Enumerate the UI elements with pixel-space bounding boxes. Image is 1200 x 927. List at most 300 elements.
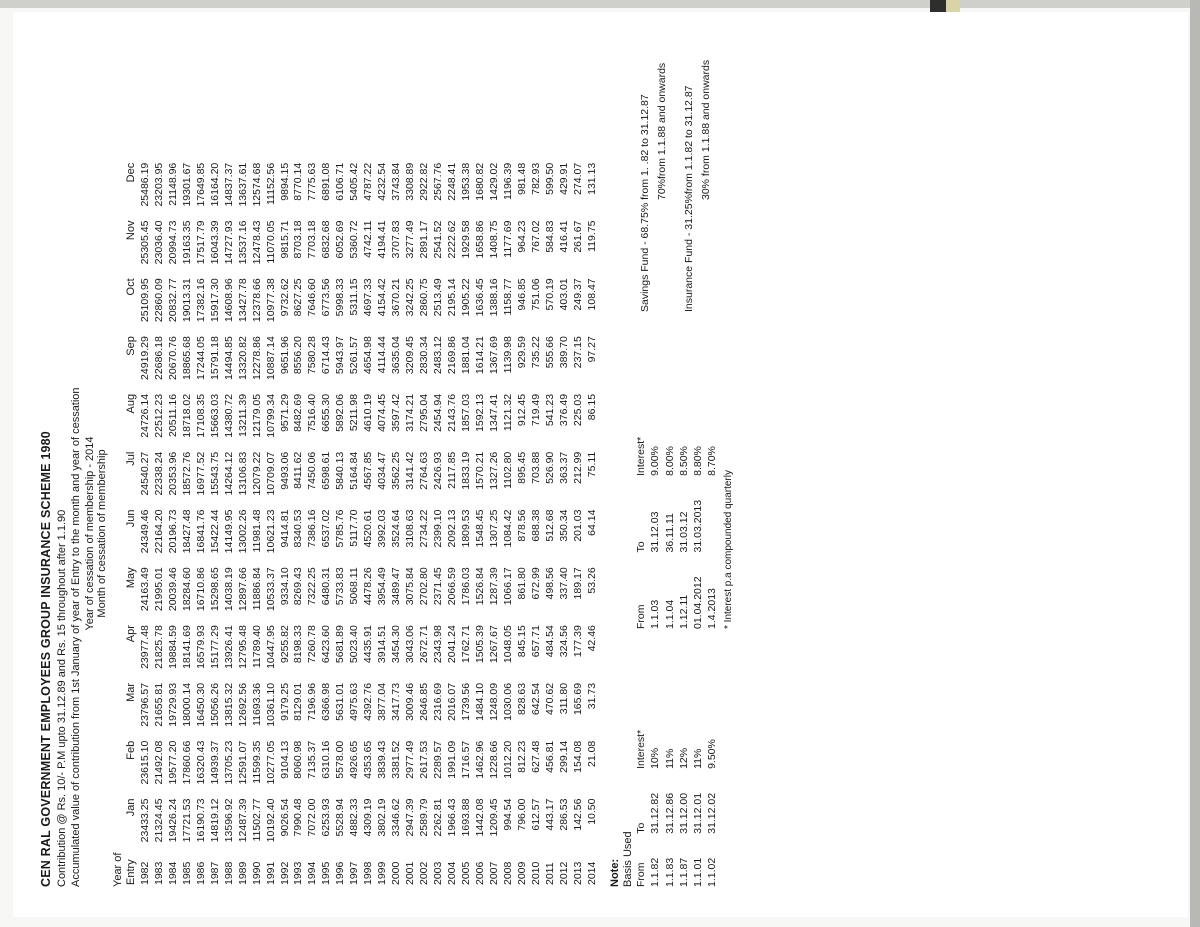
- cell-may: 1526.84: [473, 566, 486, 605]
- cell-jul: 363.37: [557, 451, 570, 484]
- cell-jun: 1809.53: [459, 509, 472, 547]
- cell-may: 3489.47: [390, 566, 403, 605]
- cell-feb: 812.23: [515, 740, 528, 773]
- cell-sep: 1139.98: [501, 335, 514, 373]
- insurance-fund-value: 31.25%from 1.1.82 to 31.12.87: [683, 85, 696, 230]
- cell-may: 672.99: [529, 566, 542, 599]
- cell-jan: 11502.77: [250, 798, 263, 842]
- cell-aug: 6655.30: [320, 393, 333, 432]
- cell-sep: 237.15: [571, 335, 584, 368]
- cell-feb: 3839.43: [376, 740, 389, 779]
- cell-nov: 17517.79: [194, 220, 207, 264]
- cell-mar: 2316.69: [432, 682, 445, 721]
- cell-apr: 9255.82: [278, 624, 291, 663]
- column-header-jun: Jun: [125, 509, 137, 527]
- cell-nov: 6052.69: [334, 220, 347, 259]
- cell-dec: 599.50: [543, 162, 556, 195]
- cell-feb: 16320.43: [194, 740, 207, 785]
- cell-may: 189.17: [571, 566, 584, 599]
- cell-oct: 2195.14: [445, 277, 458, 316]
- cell-jan: 2947.39: [404, 798, 417, 836]
- cell-dec: 9894.15: [278, 162, 291, 201]
- table-row: [530, 155, 544, 886]
- cell-sep: 2169.86: [445, 335, 458, 374]
- cell-dec: 13637.61: [236, 162, 249, 207]
- column-header-apr: Apr: [125, 624, 137, 642]
- cell-aug: 24726.14: [139, 393, 151, 438]
- row-year: 2013: [571, 861, 584, 885]
- cell-may: 1066.17: [501, 566, 514, 605]
- cell-mar: 15056.26: [208, 682, 221, 727]
- cell-sep: 22686.18: [152, 335, 165, 380]
- cell-mar: 311.80: [557, 682, 570, 714]
- cell-oct: 19013.31: [180, 277, 193, 322]
- page-title: CEN RAL GOVERNMENT EMPLOYEES GROUP INSURANCE SCHEME 1980: [39, 430, 53, 887]
- cell-may: 7322.25: [306, 566, 319, 605]
- basis-row: [691, 705, 705, 886]
- cell-mar: 4975.63: [348, 682, 361, 721]
- cell-apr: 12795.48: [236, 624, 249, 669]
- cell-mar: 1739.56: [459, 682, 472, 721]
- cell-sep: 1367.69: [487, 335, 500, 374]
- cell-sep: 3635.04: [390, 335, 403, 374]
- cell-jun: 14149.95: [222, 509, 235, 553]
- basis-left-header-row: [635, 705, 648, 886]
- cell-apr: 15177.29: [208, 624, 221, 669]
- row-year: 2000: [390, 861, 403, 885]
- cell-aug: 376.49: [557, 393, 570, 426]
- cell-jun: 2734.22: [418, 509, 431, 547]
- row-year: 2011: [543, 861, 556, 885]
- cell-mar: 642.54: [529, 682, 542, 715]
- table-row: [223, 155, 237, 886]
- basis-left-body: [648, 705, 719, 886]
- cell-jan: 7990.48: [292, 798, 305, 836]
- cell-jul: 75.11: [585, 451, 598, 477]
- cell-apr: 16579.93: [194, 624, 207, 669]
- cell-aug: 2795.04: [418, 393, 431, 432]
- cell-apr: 21825.78: [152, 624, 165, 669]
- cell-dec: 2248.41: [445, 162, 458, 201]
- basis-right-header-to: To: [635, 540, 648, 552]
- basis-table-left-wrapper: [635, 705, 719, 886]
- cell-dec: 11152.56: [264, 162, 277, 205]
- cell-oct: 108.47: [585, 277, 598, 310]
- note-section: [609, 30, 765, 887]
- basis-to: 31.12.82: [649, 792, 662, 834]
- cell-may: 5068.11: [348, 566, 361, 605]
- row-year: 2003: [432, 861, 445, 885]
- cell-dec: 981.48: [515, 162, 528, 195]
- basis-used-label: Basis Used: [622, 830, 635, 887]
- cell-nov: 1658.86: [473, 220, 486, 259]
- row-year: 1985: [180, 861, 193, 885]
- cell-mar: 1030.06: [501, 682, 514, 721]
- cell-dec: 3743.84: [390, 162, 403, 201]
- row-year: 1998: [362, 861, 375, 885]
- table-row: [279, 155, 293, 886]
- cell-jul: 703.88: [529, 451, 542, 484]
- basis-to: [705, 475, 719, 552]
- cell-feb: 5578.00: [334, 740, 347, 779]
- cell-may: 1287.39: [487, 566, 500, 605]
- cell-jul: 5840.13: [334, 451, 347, 490]
- cell-may: 861.80: [515, 566, 528, 599]
- cell-jun: 9414.81: [278, 509, 291, 547]
- cell-may: 337.40: [557, 566, 570, 599]
- cell-may: 5733.83: [334, 566, 347, 605]
- cell-apr: 484.54: [543, 624, 556, 657]
- column-header-sep: Sep: [125, 335, 137, 356]
- cell-oct: 249.37: [571, 277, 584, 310]
- cell-mar: 31.73: [585, 682, 598, 709]
- cell-aug: 5211.98: [348, 393, 361, 431]
- cell-jun: 3992.03: [376, 509, 389, 547]
- table-row: [376, 155, 390, 886]
- cell-nov: 3277.49: [404, 220, 417, 259]
- basis-row: [648, 705, 662, 886]
- cell-jan: 2262.81: [432, 798, 445, 836]
- cell-aug: 12179.05: [250, 393, 263, 438]
- table-row: [474, 155, 488, 886]
- basis-interest: 11%: [663, 748, 676, 769]
- cell-mar: 1248.09: [487, 682, 500, 721]
- cell-mar: 470.62: [543, 682, 556, 715]
- cell-jan: 10.50: [585, 798, 598, 825]
- cell-sep: 20670.76: [166, 335, 179, 380]
- table-row: [153, 155, 167, 886]
- cell-feb: 1228.66: [487, 740, 500, 779]
- row-year: 1990: [250, 861, 263, 885]
- cell-aug: 1857.03: [459, 393, 472, 432]
- cell-jun: 8340.53: [292, 509, 305, 547]
- cell-aug: 2143.76: [445, 393, 458, 432]
- interest-footnote: * Interest p.a compounded quarterly: [723, 469, 735, 629]
- savings-fund-note-1: [637, 59, 654, 311]
- basis-from: 1.1.87: [677, 857, 690, 887]
- cell-aug: 1592.13: [473, 393, 486, 432]
- cell-feb: 2617.53: [418, 740, 431, 779]
- cell-oct: 8627.25: [292, 277, 305, 316]
- cell-apr: 10447.95: [264, 624, 277, 669]
- cell-sep: 13320.82: [236, 335, 249, 380]
- accumulated-value-note: Accumulated value of contribution from 1st January of year of Entry to the month and year of cessation: [70, 386, 82, 887]
- cell-mar: 19729.93: [166, 682, 179, 727]
- cell-sep: 4114.44: [376, 335, 389, 373]
- cell-oct: 1636.45: [473, 277, 486, 316]
- cell-jun: 5785.76: [334, 509, 347, 547]
- cell-aug: 3597.42: [390, 393, 403, 432]
- cell-jan: 6253.93: [320, 798, 333, 836]
- basis-row: [705, 705, 719, 886]
- cell-apr: 2343.98: [432, 624, 445, 663]
- savings-fund-value: 68.75% from 1. .82 to 31.12.87: [639, 93, 652, 238]
- row-year: 2012: [557, 861, 570, 885]
- cell-jul: 3562.25: [390, 451, 403, 490]
- cell-sep: 5261.57: [348, 335, 361, 374]
- cell-jan: 14819.12: [208, 798, 221, 842]
- cell-jun: 13002.26: [236, 509, 249, 553]
- cell-aug: 20511.16: [166, 393, 179, 437]
- column-header-aug: Aug: [125, 393, 137, 414]
- row-year: 2007: [487, 861, 500, 885]
- cell-oct: 751.06: [529, 277, 542, 310]
- column-header-jan: Jan: [125, 798, 137, 816]
- table-row: [558, 155, 572, 886]
- savings-fund-label: Savings Fund -: [639, 240, 652, 312]
- cell-jan: 9026.54: [278, 798, 291, 836]
- cell-jul: 13106.83: [236, 451, 249, 496]
- cell-mar: 5631.01: [334, 682, 347, 721]
- cell-nov: 13537.16: [236, 220, 249, 264]
- cell-may: 498.56: [543, 566, 556, 599]
- basis-from: 01.04.2012: [691, 575, 704, 629]
- cell-oct: 17382.16: [194, 277, 207, 322]
- cell-oct: 5311.15: [348, 277, 361, 316]
- row-year: 2014: [585, 861, 598, 885]
- basis-from: 1.1.82: [649, 857, 662, 887]
- cell-apr: 13926.41: [222, 624, 235, 669]
- cell-jun: 3524.64: [390, 509, 403, 547]
- cell-aug: 5892.06: [334, 393, 347, 432]
- cell-may: 2066.59: [445, 566, 458, 605]
- cell-feb: 19577.20: [166, 740, 179, 785]
- cell-oct: 7646.60: [306, 277, 319, 316]
- cell-jun: 5117.70: [348, 509, 361, 547]
- cell-jul: 14264.12: [222, 451, 235, 496]
- cell-dec: 3308.89: [404, 162, 417, 201]
- cell-jan: 1966.43: [445, 798, 458, 836]
- column-header-mar: Mar: [125, 682, 137, 702]
- cell-nov: 16043.39: [208, 220, 221, 264]
- cell-may: 24163.49: [139, 566, 151, 611]
- cell-oct: 12378.66: [250, 277, 263, 322]
- cell-feb: 10277.05: [264, 740, 277, 785]
- column-header-oct: Oct: [125, 277, 137, 295]
- cell-feb: 7135.37: [306, 740, 319, 779]
- cell-aug: 7516.40: [306, 393, 319, 432]
- cell-jul: 15543.75: [208, 451, 221, 496]
- cell-apr: 324.56: [557, 624, 570, 657]
- cell-jun: 3108.63: [404, 509, 417, 547]
- row-year: 1986: [194, 861, 207, 885]
- row-year: 1999: [376, 861, 389, 885]
- cell-sep: 17244.05: [194, 335, 207, 380]
- cell-feb: 1716.57: [459, 740, 472, 779]
- cell-nov: 2891.17: [418, 220, 431, 259]
- basis-from: 1.12.11: [677, 594, 690, 629]
- cell-jul: 3141.42: [404, 451, 417, 490]
- cell-aug: 719.49: [529, 393, 542, 426]
- cell-dec: 2922.82: [418, 162, 431, 201]
- cell-may: 6480.31: [320, 566, 333, 605]
- basis-interest: 11%: [691, 748, 704, 769]
- cell-may: 1786.03: [459, 566, 472, 605]
- cell-jul: 9493.06: [278, 451, 291, 490]
- cell-may: 20039.46: [166, 566, 179, 611]
- cell-sep: 9651.96: [278, 335, 291, 374]
- row-year: 1987: [208, 861, 221, 885]
- row-year: 2009: [515, 861, 528, 885]
- cell-apr: 1267.67: [487, 624, 500, 663]
- row-year: 2004: [445, 861, 458, 885]
- cell-aug: 4610.19: [362, 393, 375, 432]
- cell-aug: 2454.94: [432, 393, 445, 432]
- cell-sep: 555.66: [543, 335, 556, 368]
- basis-interest: 8.00%: [663, 445, 676, 476]
- insurance-fund-note-1: [681, 59, 698, 311]
- basis-interest: 9.50%: [706, 738, 719, 769]
- cell-dec: 6106.71: [334, 162, 347, 201]
- cell-mar: 18000.14: [180, 682, 193, 727]
- cell-apr: 11789.40: [250, 624, 263, 668]
- cell-may: 14038.19: [222, 566, 235, 611]
- cell-sep: 15791.18: [208, 335, 221, 380]
- cell-jul: 4567.85: [362, 451, 375, 490]
- cell-jun: 512.68: [543, 509, 556, 542]
- row-year: 1996: [334, 861, 347, 885]
- table-row: [237, 155, 251, 886]
- cell-mar: 3877.04: [376, 682, 389, 721]
- cell-apr: 4435.91: [362, 624, 375, 663]
- cell-oct: 1158.77: [501, 277, 514, 316]
- cell-sep: 8556.20: [292, 335, 305, 374]
- table-row: [390, 155, 404, 886]
- cell-oct: 5998.33: [334, 277, 347, 316]
- cell-feb: 23615.10: [139, 740, 151, 785]
- column-header-nov: Nov: [125, 220, 137, 240]
- savings-fund-value-2: 70%from 1.1.88 and onwards: [656, 62, 669, 200]
- cell-jul: 12079.22: [250, 451, 263, 496]
- cell-apr: 845.15: [515, 624, 528, 657]
- column-header-entry: Entry: [125, 858, 137, 885]
- cell-dec: 21148.96: [166, 162, 179, 206]
- basis-right-body: [648, 412, 719, 628]
- cell-jan: 142.56: [571, 798, 584, 831]
- cell-jan: 4309.19: [362, 798, 375, 836]
- table-row: [348, 155, 362, 886]
- cell-nov: 14727.93: [222, 220, 235, 264]
- cell-apr: 657.71: [529, 624, 542, 657]
- cell-nov: 4194.41: [376, 220, 389, 259]
- cell-feb: 1012.20: [501, 740, 514, 779]
- cell-jun: 878.56: [515, 509, 528, 542]
- cell-mar: 2646.85: [418, 682, 431, 721]
- cell-jan: 17721.53: [180, 798, 193, 842]
- cell-apr: 1762.71: [459, 624, 472, 663]
- cell-sep: 2830.34: [418, 335, 431, 374]
- cell-jan: 286.53: [557, 798, 570, 831]
- cell-sep: 1881.04: [459, 335, 472, 374]
- cell-feb: 21492.08: [152, 740, 165, 785]
- cell-aug: 225.03: [571, 393, 584, 426]
- basis-to: 31.03.12: [677, 511, 690, 552]
- basis-from: 1.1.01: [691, 857, 704, 887]
- cell-nov: 3707.83: [390, 220, 403, 259]
- basis-row: [663, 412, 677, 628]
- cell-dec: 14837.37: [222, 162, 235, 207]
- basis-row: [677, 705, 691, 886]
- cell-sep: 4654.98: [362, 335, 375, 374]
- cell-jan: 16190.73: [194, 798, 207, 842]
- cell-aug: 4074.45: [376, 393, 389, 432]
- cell-jul: 24540.27: [139, 451, 151, 496]
- cell-nov: 9815.71: [278, 220, 291, 259]
- cell-jun: 1084.42: [501, 509, 514, 547]
- cell-oct: 3670.21: [390, 277, 403, 316]
- cell-jun: 6537.02: [320, 509, 333, 547]
- basis-row: [677, 412, 691, 628]
- table-row: [460, 155, 474, 886]
- cell-feb: 456.81: [543, 740, 556, 773]
- cell-jun: 24349.46: [139, 509, 151, 553]
- cell-jul: 1833.19: [459, 451, 472, 490]
- cell-jun: 20196.73: [166, 509, 179, 553]
- cell-jul: 20353.96: [166, 451, 179, 496]
- cell-feb: 154.08: [571, 740, 584, 773]
- cell-feb: 17860.66: [180, 740, 193, 785]
- basis-left-header-interest: Interest*: [635, 729, 648, 769]
- basis-row: [648, 412, 662, 628]
- table-row: [181, 155, 195, 886]
- cell-oct: 10977.38: [264, 277, 277, 322]
- insurance-fund-value-2: 30% from 1.1.88 and onwards: [699, 59, 712, 200]
- table-row: [320, 155, 334, 886]
- cell-aug: 3174.21: [404, 393, 417, 432]
- cell-apr: 177.39: [571, 624, 584, 657]
- cell-jan: 1442.08: [473, 798, 486, 836]
- cell-mar: 12692.56: [236, 682, 249, 727]
- basis-row: [705, 412, 719, 628]
- cell-jul: 1570.21: [473, 451, 486, 490]
- year-of-cessation-line: Year of cessation of membership - 2014: [84, 435, 96, 631]
- cell-may: 9334.10: [278, 566, 291, 605]
- cell-oct: 1388.16: [487, 277, 500, 316]
- cell-oct: 4154.42: [376, 277, 389, 316]
- cell-aug: 13211.39: [236, 393, 249, 437]
- cell-dec: 12574.68: [250, 162, 263, 207]
- cell-oct: 20832.77: [166, 277, 179, 322]
- cell-mar: 1484.10: [473, 682, 486, 721]
- cell-aug: 1121.32: [501, 393, 514, 431]
- cell-jun: 2092.13: [445, 509, 458, 547]
- table-row: [209, 155, 223, 886]
- cell-feb: 1462.96: [473, 740, 486, 779]
- basis-from: 1.1.02: [706, 857, 719, 887]
- cell-feb: 13705.23: [222, 740, 235, 785]
- cell-may: 53.26: [585, 566, 598, 594]
- row-year: 1982: [139, 861, 151, 885]
- cell-mar: 9179.25: [278, 682, 291, 721]
- cell-oct: 403.01: [557, 277, 570, 310]
- basis-right-header-interest: Interest*: [635, 436, 648, 476]
- cell-sep: 5943.97: [334, 335, 347, 374]
- fund-notes: [637, 59, 714, 311]
- row-year: 2010: [529, 861, 542, 885]
- table-row: [362, 155, 376, 886]
- cell-jan: 7072.00: [306, 798, 319, 836]
- cell-dec: 131.13: [585, 162, 598, 195]
- row-year: 1993: [292, 861, 305, 885]
- cell-nov: 1177.69: [501, 220, 514, 258]
- basis-interest: 8.50%: [677, 445, 690, 476]
- cell-oct: 13427.78: [236, 277, 249, 322]
- cell-jan: 12487.39: [236, 798, 249, 842]
- row-year: 2002: [418, 861, 431, 885]
- row-year: 2006: [473, 861, 486, 885]
- row-year: 1989: [236, 861, 249, 885]
- cell-jul: 1327.26: [487, 451, 500, 490]
